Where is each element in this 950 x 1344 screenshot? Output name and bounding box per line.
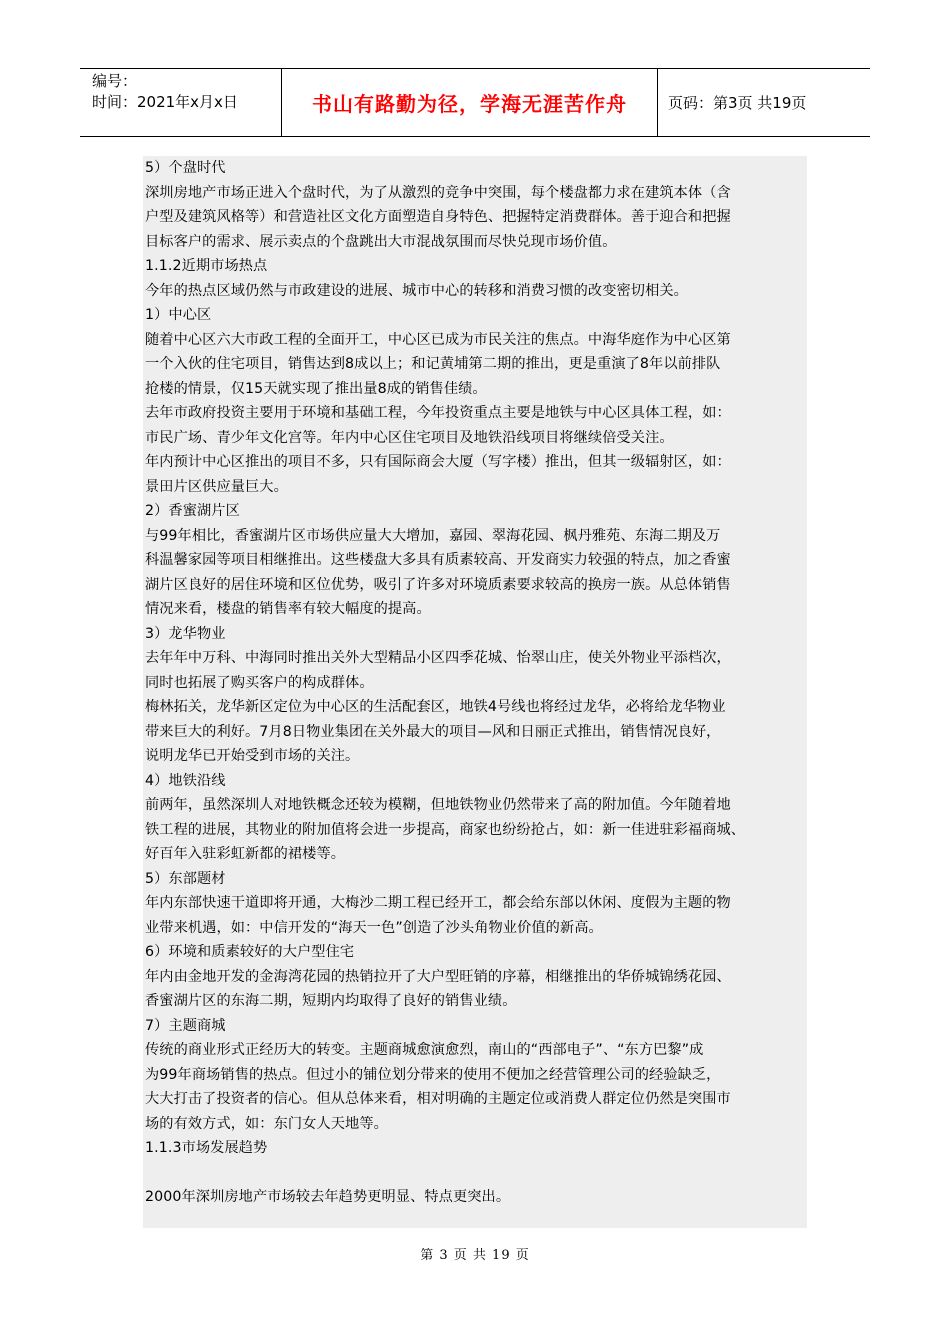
document-body: [143, 156, 807, 1228]
text-line: 前两年，虽然深圳人对地铁概念还较为模糊，但地铁物业仍然带来了高的附加值。今年随着地: [145, 797, 731, 813]
text-line: 5）东部题材: [145, 870, 226, 887]
text-line: 场的有效方式，如：东门女人天地等。: [145, 1115, 388, 1132]
header-page-info: 页码：第3页 共19页: [668, 94, 807, 112]
text-line: 梅林拓关，龙华新区定位为中心区的生活配套区，地铁4号线也将经过龙华，必将给龙华物业: [145, 699, 726, 715]
text-line: 好百年入驻彩虹新都的裙楼等。: [145, 846, 346, 862]
text-line: 户型及建筑风格等）和营造社区文化方面塑造自身特色、把握特定消费群体。善于迎合和把握: [145, 209, 731, 225]
text-line: 6）环境和质素较好的大户型住宅: [145, 944, 355, 960]
text-line: 同时也拓展了购买客户的构成群体。: [145, 674, 374, 691]
text-line: 传统的商业形式正经历大的转变。主题商城愈演愈烈，南山的“西部电子”、“东方巴黎”成: [145, 1042, 704, 1058]
time-label: 时间：2021年x月x日: [92, 93, 238, 111]
page-header: [80, 68, 870, 137]
text-line: 随着中心区六大市政工程的全面开工，中心区已成为市民关注的焦点。中海华庭作为中心区第: [145, 331, 731, 348]
text-line: 业带来机遇，如：中信开发的“海天一色”创造了沙头角物业价值的新高。: [145, 919, 603, 936]
text-line: 今年的热点区域仍然与市政建设的进展、城市中心的转移和消费习惯的改变密切相关。: [145, 282, 688, 299]
text-line: 铁工程的进展，其物业的附加值将会进一步提高，商家也纷纷抢占，如：新一佳进驻彩福商城、: [145, 821, 746, 838]
text-line: 3）龙华物业: [145, 625, 226, 642]
text-line: 抢楼的情景，仅15天就实现了推出量8成的销售佳绩。: [145, 380, 487, 397]
text-line: 香蜜湖片区的东海二期，短期内均取得了良好的销售业绩。: [145, 993, 517, 1009]
header-motto: 书山有路勤为径，学海无涯苦作舟: [282, 69, 658, 136]
text-line: 大大打击了投资者的信心。但从总体来看，相对明确的主题定位或消费人群定位仍然是突围市: [145, 1091, 731, 1107]
text-line: 深圳房地产市场正进入个盘时代，为了从激烈的竞争中突围，每个楼盘都力求在建筑本体（含: [145, 184, 731, 201]
text-line: 2）香蜜湖片区: [145, 503, 240, 519]
text-line: 4）地铁沿线: [145, 772, 226, 789]
text-line: 2000年深圳房地产市场较去年趋势更明显、特点更突出。: [145, 1189, 511, 1205]
text-line: 与99年相比，香蜜湖片区市场供应量大大增加，嘉园、翠海花园、枫丹雅苑、东海二期及万: [145, 527, 721, 544]
text-line: 1.1.3市场发展趋势: [145, 1140, 268, 1156]
serial-label: 编号：: [92, 72, 138, 90]
text-line: 湖片区良好的居住环境和区位优势，吸引了许多对环境质素要求较高的换房一族。从总体销售: [145, 576, 731, 593]
text-line: 目标客户的需求、展示卖点的个盘跳出大市混战氛围而尽快兑现市场价值。: [145, 233, 617, 250]
text-line: 一个入伙的住宅项目，销售达到8成以上；和记黄埔第二期的推出，更是重演了8年以前排队: [145, 356, 721, 372]
text-line: 年内由金地开发的金海湾花园的热销拉开了大户型旺销的序幕，相继推出的华侨城锦绣花园、: [145, 968, 731, 985]
text-line: 去年年中万科、中海同时推出关外大型精品小区四季花城、怡翠山庄，使关外物业平添档次，: [145, 650, 731, 666]
text-line: 为99年商场销售的热点。但过小的铺位划分带来的使用不便加之经营管理公司的经验缺乏，: [145, 1066, 721, 1083]
text-line: 景田片区供应量巨大。: [145, 478, 288, 495]
header-info-cell: [80, 69, 282, 136]
text-line: 情况来看，楼盘的销售率有较大幅度的提高。: [145, 601, 431, 617]
text-line: 1）中心区: [145, 307, 212, 323]
text-line: 年内预计中心区推出的项目不多，只有国际商会大厦（写字楼）推出，但其一级辐射区，如：: [145, 454, 731, 470]
text-line: 说明龙华已开始受到市场的关注。: [145, 748, 360, 764]
text-line: 带来巨大的利好。7月8日物业集团在关外最大的项目—风和日丽正式推出，销售情况良好，: [145, 723, 721, 740]
text-line: 7）主题商城: [145, 1017, 226, 1034]
text-line: 去年市政府投资主要用于环境和基础工程，今年投资重点主要是地铁与中心区具体工程，如：: [145, 405, 731, 421]
text-line: 年内东部快速干道即将开通，大梅沙二期工程已经开工，都会给东部以休闲、度假为主题的物: [145, 895, 731, 911]
text-line: 市民广场、青少年文化宫等。年内中心区住宅项目及地铁沿线项目将继续倍受关注。: [145, 429, 674, 446]
text-line: 科温馨家园等项目相继推出。这些楼盘大多具有质素较高、开发商实力较强的特点，加之香蜜: [145, 552, 731, 568]
page-footer: 第 3 页 共 19 页: [420, 1248, 530, 1263]
blank-line: [145, 1161, 807, 1186]
text-line: 1.1.2近期市场热点: [145, 258, 268, 274]
text-line: 5）个盘时代: [145, 160, 226, 176]
